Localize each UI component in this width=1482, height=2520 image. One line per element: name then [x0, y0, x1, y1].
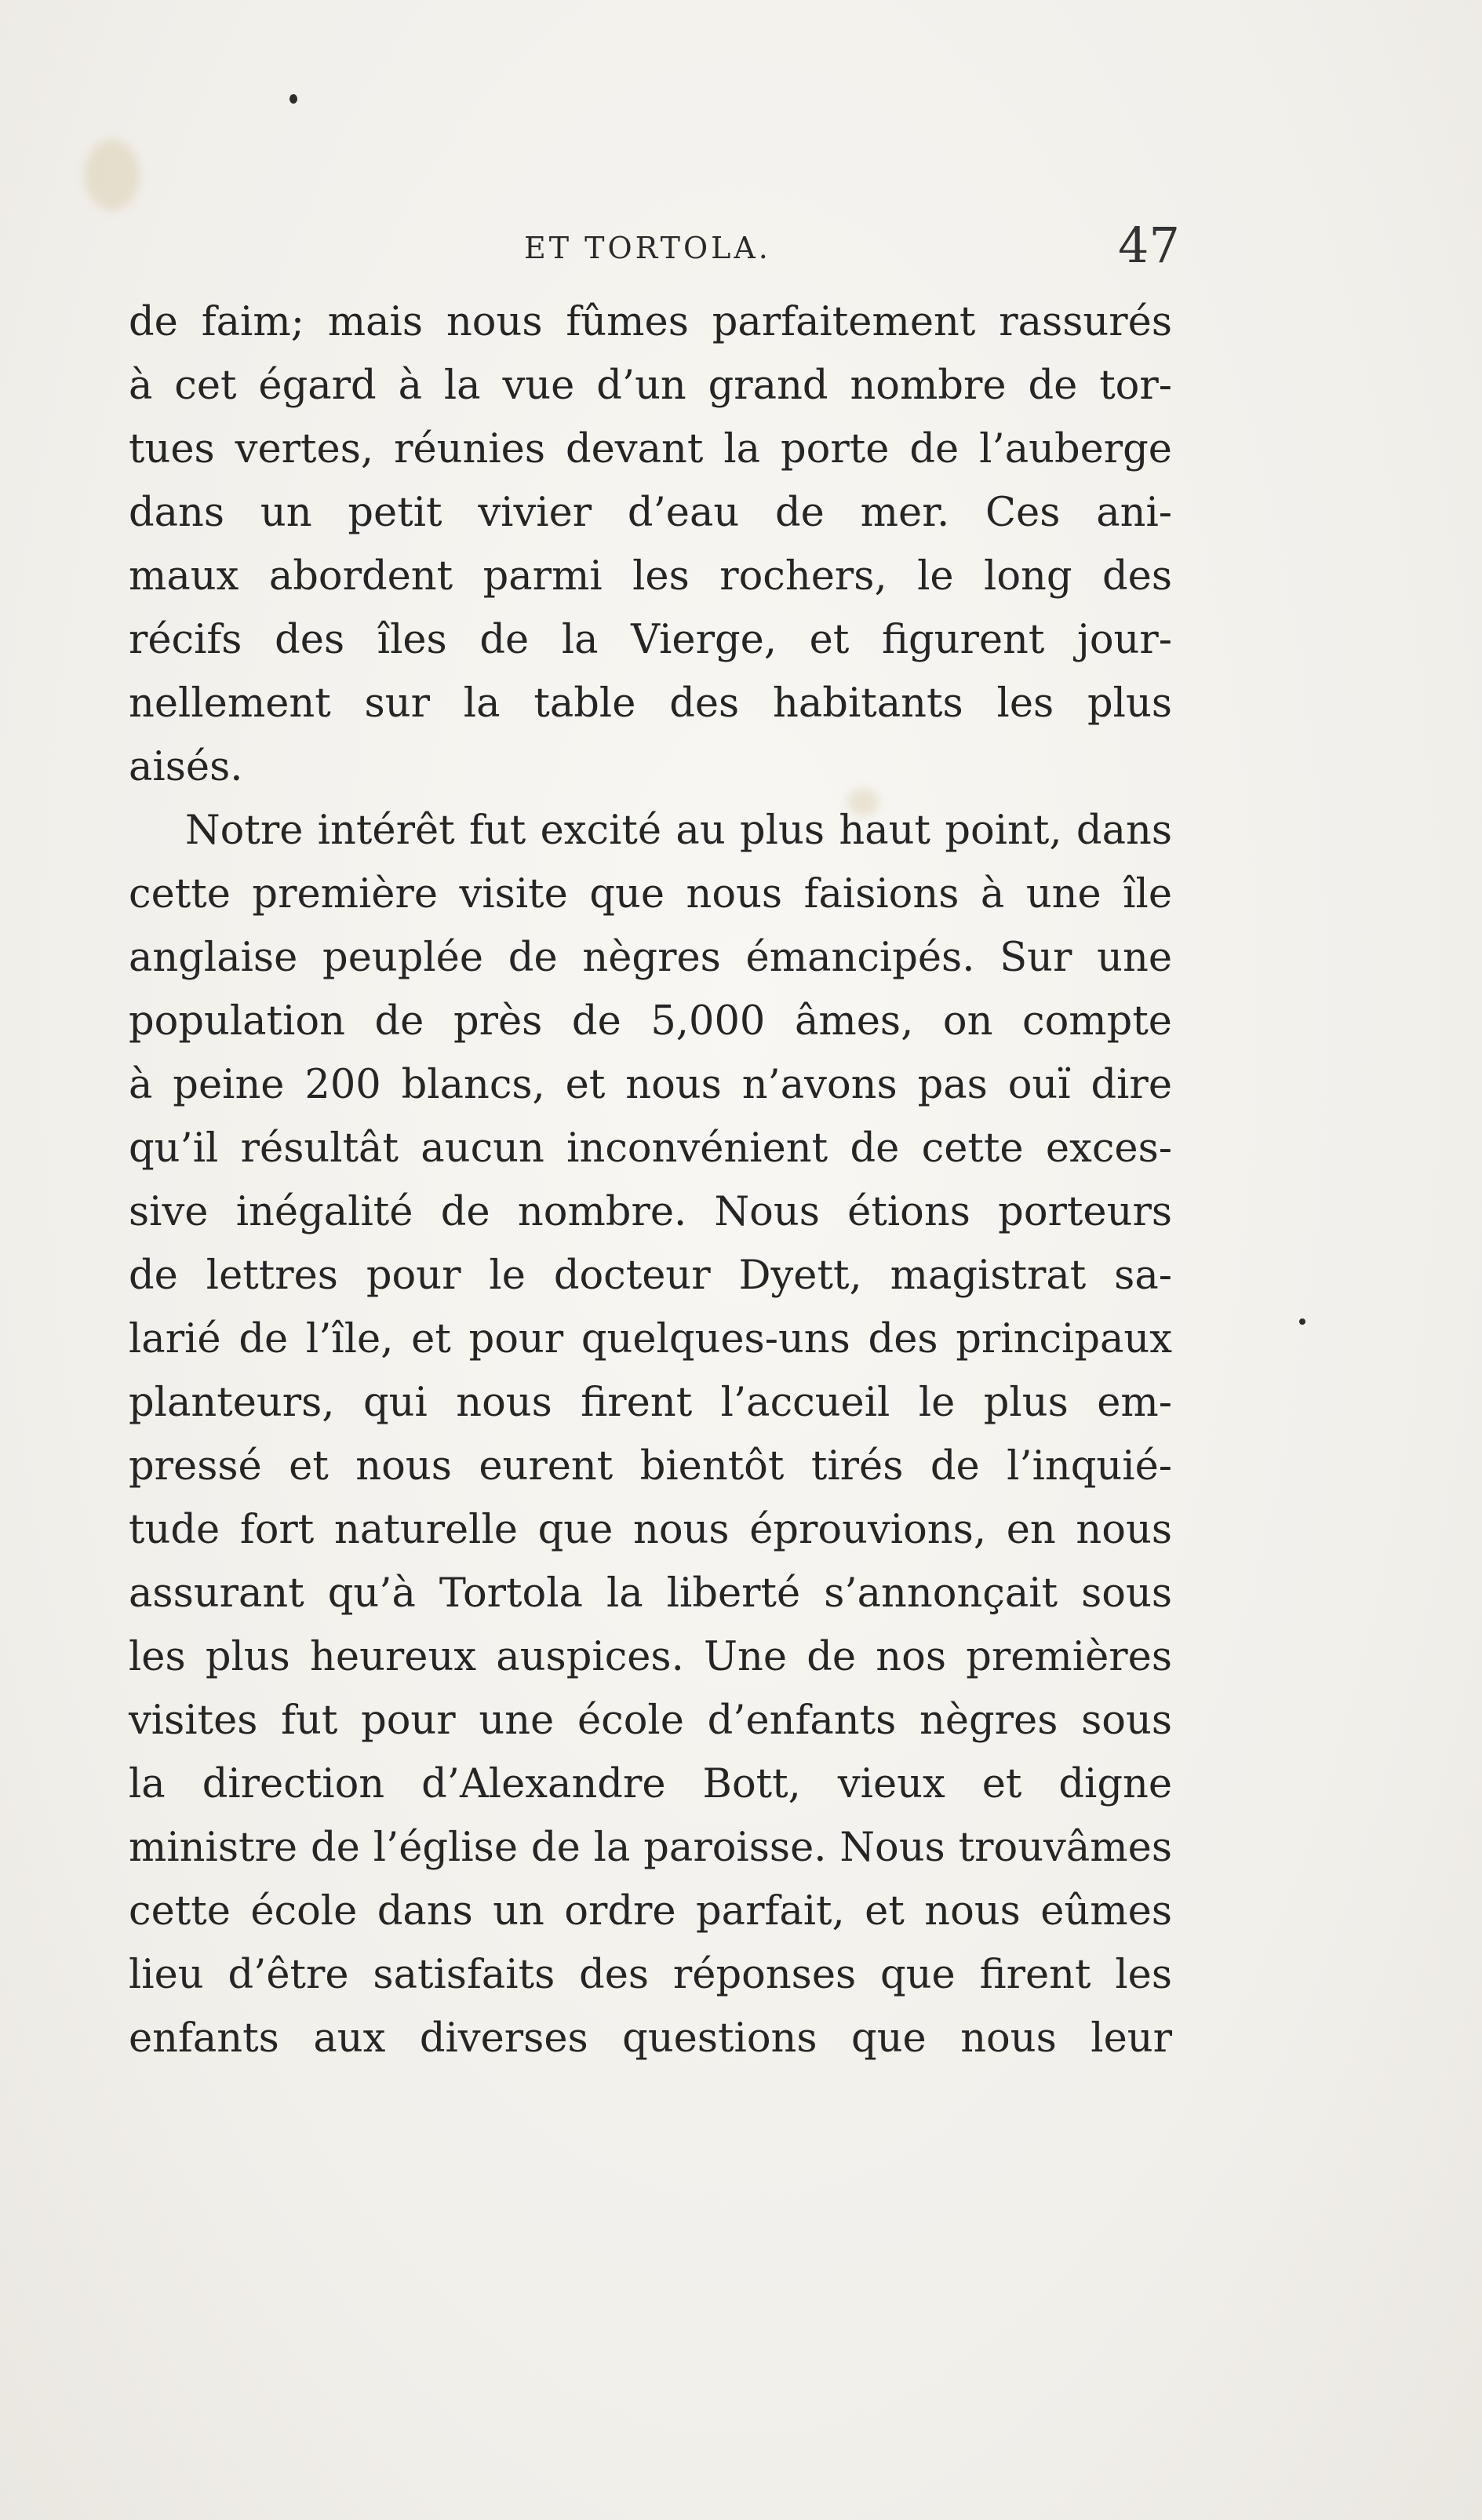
text-line: lieu d’être satisfaits des réponses que firent les [129, 1952, 1172, 1998]
page-number: 47 [1118, 217, 1180, 274]
text-line: visites fut pour une école d’enfants nègres sous [129, 1698, 1172, 1744]
text-line: les plus heureux auspices. Une de nos premières [129, 1634, 1172, 1680]
text-line: nellement sur la table des habitants les plus [129, 680, 1172, 727]
text-line: à cet égard à la vue d’un grand nombre de tor- [129, 363, 1172, 409]
text-line: à peine 200 blancs, et nous n’avons pas ouï dire [129, 1062, 1172, 1108]
text-line: de faim; mais nous fûmes parfaitement rassurés [129, 299, 1172, 345]
text-line: assurant qu’à Tortola la liberté s’annonçait sous [129, 1570, 1172, 1617]
text-line: tude fort naturelle que nous éprouvions, en nous [129, 1507, 1172, 1553]
text-line: larié de l’île, et pour quelques-uns des principaux [129, 1316, 1172, 1362]
text-line: aisés. [129, 744, 243, 790]
text-line: la direction d’Alexandre Bott, vieux et digne [129, 1761, 1172, 1807]
page-header [0, 206, 1482, 284]
text-line: ministre de l’église de la paroisse. Nous trouvâmes [129, 1825, 1172, 1871]
text-line: Notre intérêt fut excité au plus haut point, dans [185, 808, 1172, 854]
text-line: cette première visite que nous faisions à une île [129, 871, 1172, 917]
text-line: anglaise peuplée de nègres émancipés. Sur une [129, 935, 1172, 981]
body-text [129, 290, 1172, 2070]
text-line: récifs des îles de la Vierge, et figurent jour- [129, 617, 1172, 663]
text-line: tues vertes, réunies devant la porte de l’auberge [129, 426, 1172, 472]
text-line: maux abordent parmi les rochers, le long des [129, 553, 1172, 600]
text-line: de lettres pour le docteur Dyett, magistrat sa- [129, 1253, 1172, 1299]
text-line: enfants aux diverses questions que nous leur [129, 2015, 1172, 2062]
text-line: pressé et nous eurent bientôt tirés de l’inquié- [129, 1443, 1172, 1490]
ink-speck [289, 94, 297, 104]
foxing-stain [85, 140, 140, 210]
text-line: population de près de 5,000 âmes, on compte [129, 998, 1172, 1045]
text-line: qu’il résultât aucun inconvénient de cette exces- [129, 1125, 1172, 1172]
text-line: planteurs, qui nous firent l’accueil le plus em- [129, 1380, 1172, 1426]
running-head: ET TORTOLA. [524, 231, 771, 265]
text-line: sive inégalité de nombre. Nous étions porteurs [129, 1189, 1172, 1235]
ink-speck [1299, 1318, 1305, 1325]
text-line: cette école dans un ordre parfait, et nous eûmes [129, 1888, 1172, 1935]
text-line: dans un petit vivier d’eau de mer. Ces ani- [129, 490, 1172, 536]
